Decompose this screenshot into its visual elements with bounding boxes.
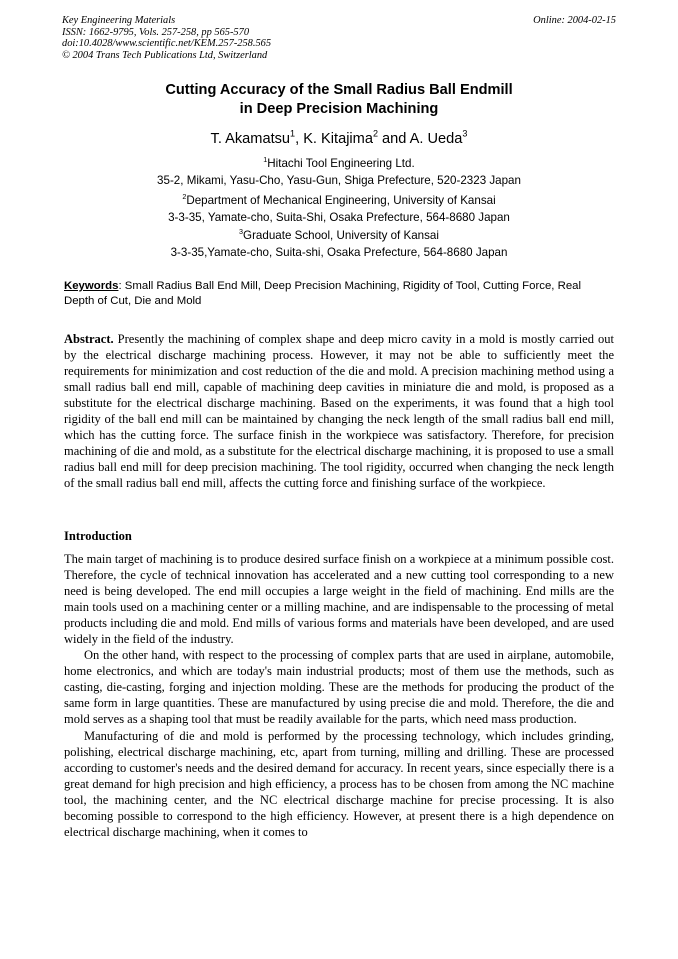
affiliation-org: $^1$Hitachi Tool Engineering Ltd.: [263, 154, 415, 170]
title-line-2: in Deep Precision Machining: [239, 101, 439, 117]
affiliation-1: [62, 155, 616, 189]
issn-line: ISSN: 1662-9795, Vols. 257-258, pp 565-570: [62, 26, 250, 38]
paragraph: The main target of machining is to produce desired surface finish on a workpiece at a minimum possible cost. Therefore, the cycle of technical innovation has accelerated and a new cutting tool corresponding to a new need is being developed. The end mill occupies a large weight in the field of machining. End mills are the main tools used on a machining center or a milling machine, and are indispensable to the processing of metal products including die and mold. End mills of various forms and materials have been developed, and are used widely in the field of the industry.: [64, 552, 614, 647]
affiliation-mark: 3: [239, 226, 244, 236]
affiliation-address: 35-2, Mikami, Yasu-Cho, Yasu-Gun, Shiga Prefecture, 520-2323 Japan: [157, 174, 521, 187]
copyright-line: © 2004 Trans Tech Publications Ltd, Switzerland: [62, 49, 268, 61]
doi-line: doi:10.4028/www.scientific.net/KEM.257-258.565: [62, 38, 272, 49]
affiliation-mark: 2: [182, 191, 187, 201]
author-affiliation-mark: 3: [462, 128, 468, 139]
affiliation-address: 3-3-35, Yamate-cho, Suita-Shi, Osaka Prefecture, 564-8680 Japan: [168, 211, 510, 224]
author-list: [62, 130, 616, 148]
keywords-label: Keywords: [64, 280, 119, 292]
online-date: Online: 2004-02-15: [533, 15, 616, 26]
affiliation-3: [62, 227, 616, 261]
author-separator: ,: [295, 131, 304, 147]
keywords: [64, 279, 614, 308]
keywords-text: : Small Radius Ball End Mill, Deep Precision Machining, Rigidity of Tool, Cutting Force, Real Depth of Cut, Die and Mold: [64, 280, 582, 307]
author-separator: and: [378, 131, 410, 147]
affiliation-2: [62, 192, 616, 226]
journal-name: Key Engineering Materials: [62, 15, 176, 26]
author-name: K. Kitajima: [303, 131, 373, 147]
affiliation-org: $^3$Graduate School, University of Kansai: [239, 226, 439, 242]
author-name: A. Ueda: [409, 131, 463, 147]
author-affiliation-mark: 2: [372, 128, 378, 139]
abstract-label: Abstract.: [64, 332, 114, 346]
paper-title: [62, 81, 616, 119]
affiliation-mark: 1: [263, 154, 268, 164]
journal-header: [62, 15, 616, 61]
abstract: [64, 331, 614, 491]
author-name: T. Akamatsu: [210, 131, 291, 147]
author-affiliation-mark: 1: [290, 128, 296, 139]
paragraph: On the other hand, with respect to the processing of complex parts that are used in airplane, automobile, home electronics, and which are today's main industrial products; most of them use the methods, such as casting, die-casting, forging and injection molding. These are the methods for producing the product of the same form in large quantities. These are manufactured by using precise die and mold. Therefore, the die and mold serves as a shaping tool that must be readily available for the parts, which need mass production.: [64, 648, 614, 727]
affiliation-org: $^2$Department of Mechanical Engineering, University of Kansai: [182, 191, 496, 207]
section-heading-introduction: Introduction: [64, 529, 132, 543]
paragraph: Manufacturing of die and mold is performed by the processing technology, which includes grinding, polishing, electrical discharge machining, etc, apart from turning, milling and drilling. These are processed according to customer's needs and the desired demand for accuracy. In recent years, since especially there is a great demand for high precision and high efficiency, a process has to be chosen from among the NC machine tool, the machining center, and the NC electrical discharge machine for precise processing. It is also becoming possible to correspond to the high efficiency. However, at present there is a high dependence on electrical discharge machining, when it comes to: [64, 728, 614, 839]
abstract-text: Presently the machining of complex shape and deep micro cavity in a mold is mostly carried out by the electrical discharge machining process. However, it may not be able to sufficiently meet the requirements for minimization and cost reduction of the die and mold. A precision machining method using a small radius ball end mill, capable of machining deep cavities in miniature die and mold, is proposed as a substitute for the electrical discharge machining. Based on the experiments, it was found that a high tool rigidity of the ball end mill can be maintained by changing the neck length of the small radius ball end mill, which has the cutting force. The surface finish in the workpiece was satisfactory. Therefore, for precision machining of die and mold, as a substitute for the electrical discharge machining, it is proposed to use a small radius ball end mill for deep precision machining. The tool rigidity, occurred when changing the neck length of the small radius ball end mill, affects the cutting force and finishing surface of the workpiece.: [64, 332, 614, 491]
introduction-body: [64, 551, 614, 840]
title-line-1: Cutting Accuracy of the Small Radius Ball Endmill: [165, 82, 513, 98]
affiliation-address: 3-3-35,Yamate-cho, Suita-shi, Osaka Prefecture, 564-8680 Japan: [170, 246, 508, 259]
